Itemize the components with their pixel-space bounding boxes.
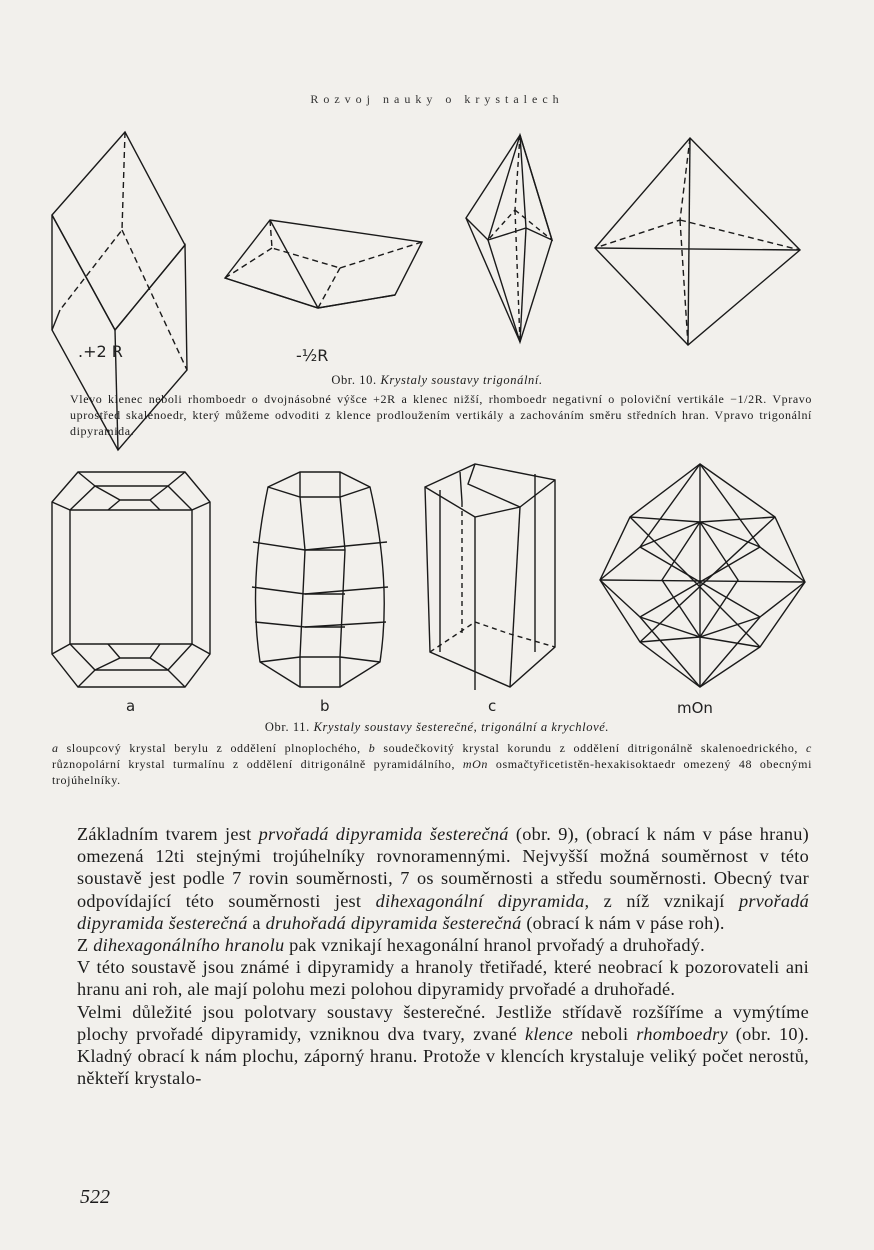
text-run: (obrací k nám v páse roh). <box>521 912 725 933</box>
text-run: V této soustavě jsou známé i dipyramidy a hranoly třetiřadé, které neobrací k pozorovateli ani hranu ani roh, ale mají polohu mezi polohou dipyramidy prvořadé a druhořadé. <box>77 957 809 1000</box>
beryl-crystal-drawing <box>52 472 210 687</box>
figure-11-caption <box>52 740 812 788</box>
label-b: b <box>320 697 330 715</box>
label-minus-half-r: -½R <box>296 346 329 365</box>
figure-10-caption: Vlevo klenec neboli rhomboedr o dvojnásobné výšce +2R a klenec nižší, rhomboedr negativní o poloviční vertikále −1/2R. Vpravo uprostřed skalenoedr, který můžeme odvoditi z klence prodloužením vertikály a zachováním směru středních hran. Vpravo trigonální dipyramida. <box>70 392 812 438</box>
caption-part: různopolární krystal turmalínu z oddělení ditrigonálně pyramidálního, <box>52 757 463 771</box>
caption-part: b <box>368 741 376 755</box>
caption-part: c <box>806 741 812 755</box>
paragraph-3 <box>77 956 809 1000</box>
text-run: prvořadá dipyramida šesterečná <box>77 890 810 933</box>
running-head: Rozvoj nauky o krystalech <box>310 92 564 106</box>
caption-part: mOn <box>462 757 489 771</box>
text-run: dihexagonálního hranolu <box>93 935 285 956</box>
label-c: c <box>488 697 497 715</box>
figure-11-caption-title <box>0 720 874 735</box>
text-run: (obr. 10). Kladný obrací k nám plochu, záporný hranu. Protože v klencích krystaluje veliký počet nerostů, někteří krystalo- <box>77 1023 809 1089</box>
text-run: Z <box>77 935 94 956</box>
hexoctahedron-crystal-drawing <box>600 464 805 687</box>
paragraph-4 <box>77 1001 809 1090</box>
text-run: a <box>247 912 266 933</box>
figure-10-number: Obr. 10. <box>331 373 377 387</box>
caption-part: soudečkovitý krystal korundu z oddělení ditrigonálně skalenoedrického, <box>375 741 807 755</box>
text-run: z níž vznikají <box>589 890 739 911</box>
caption-part: osmačtyřicetistěn-hexakisoktaedr omezený 48 obecnými trojúhelníky. <box>52 757 813 787</box>
tourmaline-crystal-drawing <box>425 464 555 690</box>
text-run: Základním tvarem jest <box>77 824 259 844</box>
paragraph-1 <box>77 823 809 934</box>
figure-10-caption-title <box>0 373 874 388</box>
figure-11-drawing <box>0 462 874 702</box>
rhombohedron-minus-half-r-drawing <box>225 220 422 308</box>
scalenohedron-drawing <box>466 135 552 342</box>
figure-11-number: Obr. 11. <box>264 720 310 734</box>
text-run: pak vznikají hexagonální hranol prvořadý a druhořadý. <box>284 935 705 956</box>
caption-part: a <box>52 741 59 755</box>
trigonal-dipyramid-drawing <box>595 138 800 345</box>
text-run: rhomboedry <box>636 1023 728 1044</box>
label-a: a <box>126 697 136 715</box>
corundum-crystal-drawing <box>252 472 388 687</box>
figure-10-title: Krystaly soustavy trigonální. <box>380 373 543 387</box>
label-mon: mOn <box>677 699 713 717</box>
text-run: neboli <box>573 1023 637 1044</box>
paragraph-2 <box>77 934 809 956</box>
page-number: 522 <box>80 1186 110 1208</box>
text-run: klence <box>524 1023 574 1044</box>
text-run: druhořadá dipyramida šesterečná <box>265 912 522 933</box>
body-text <box>77 823 809 1089</box>
text-run: prvořadá dipyramida šesterečná <box>258 824 509 844</box>
text-run: Velmi důležité jsou polotvary soustavy šesterečné. Jestliže střídavě rozšíříme a vymýtíme plochy prvořadé dipyramidy, vzniknou dva tvary, zvané <box>77 1001 809 1044</box>
figure-11-title: Krystaly soustavy šesterečné, trigonální a krychlové. <box>313 720 610 734</box>
label-plus2r: .+2 R <box>78 342 123 361</box>
caption-part: sloupcový krystal berylu z oddělení plnoplochého, <box>58 741 369 755</box>
text-run: dihexagonální dipyramida, <box>375 890 590 911</box>
text-run: (obr. 9), (obrací k nám v páse hranu) omezená 12ti stejnými trojúhelníky rovnoramennými. Nejvyšší možná souměrnost v této soustavě jest podle 7 rovin souměrnosti, 7 os souměrnosti a středu souměrnosti. Obecný tvar odpovídající této souměrnosti jest <box>77 824 809 911</box>
